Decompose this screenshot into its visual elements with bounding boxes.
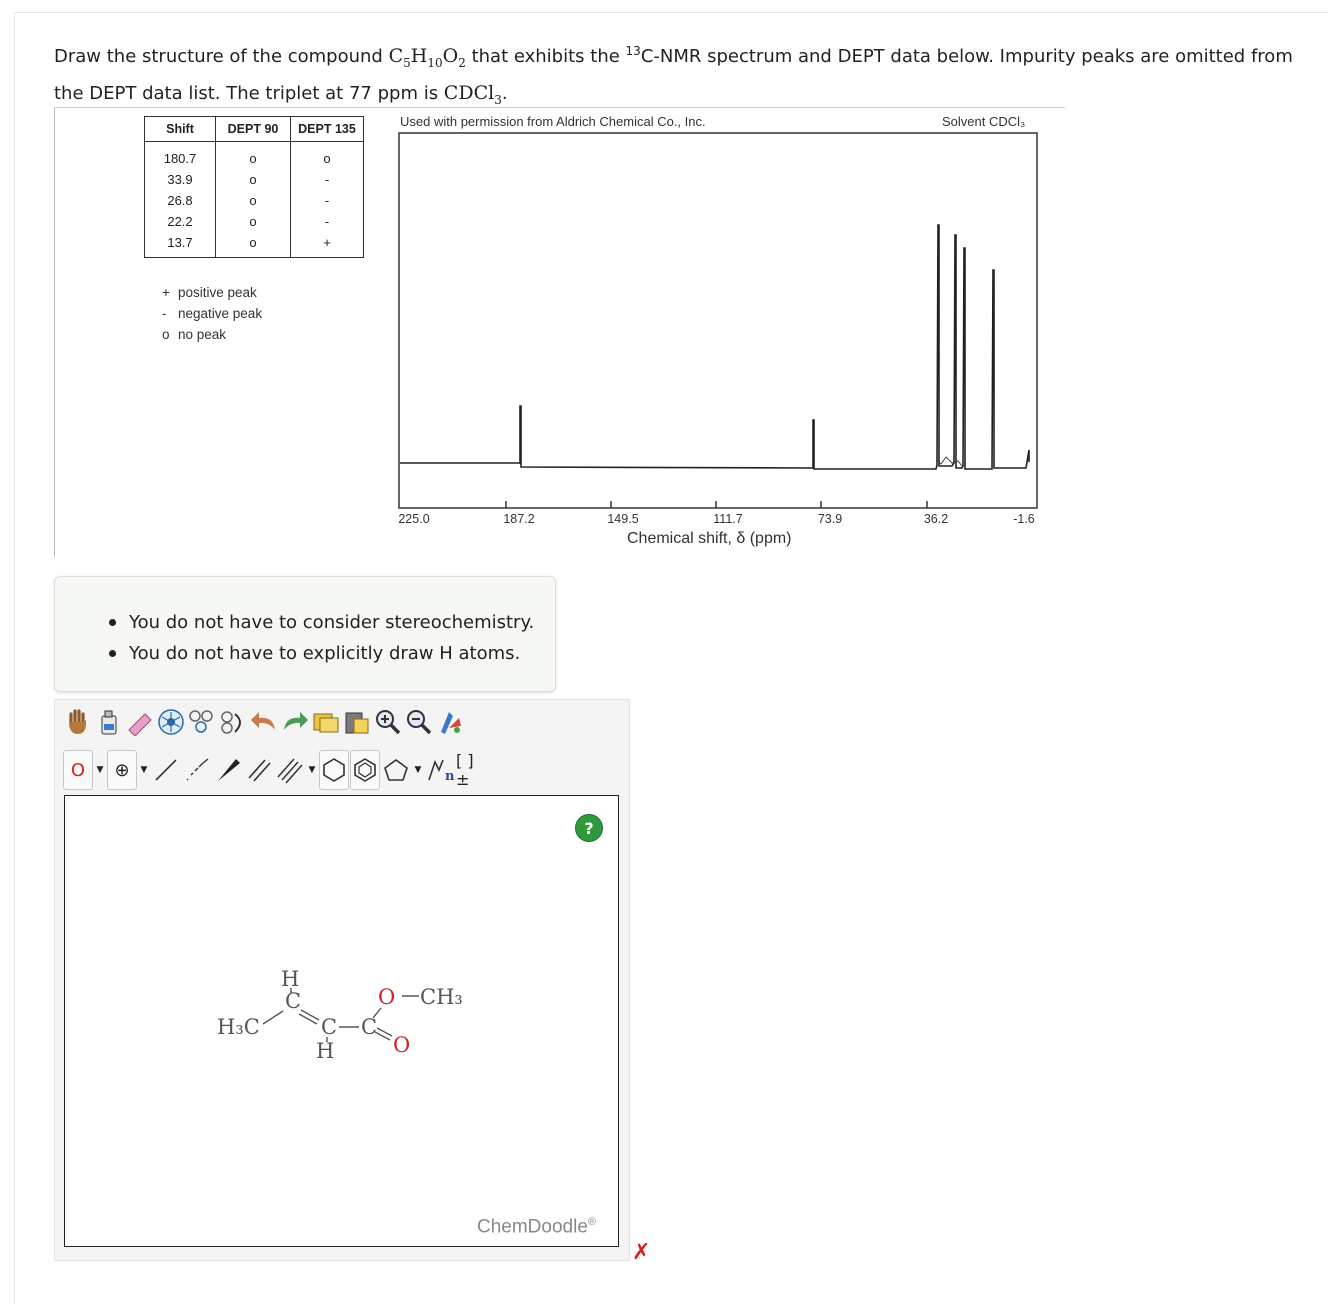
- paste-icon[interactable]: [342, 705, 372, 739]
- group-icon[interactable]: [187, 705, 217, 739]
- svg-text:n: n: [445, 769, 455, 784]
- nmr-spectrum: [396, 130, 1046, 530]
- dept-table: [144, 116, 364, 258]
- benzene-icon[interactable]: [350, 750, 380, 790]
- eraser-icon[interactable]: [125, 705, 155, 739]
- tick-label: 73.9: [817, 512, 843, 526]
- dept90-cell: o: [216, 190, 291, 211]
- ring-chain-icon[interactable]: [218, 705, 248, 739]
- table-row: [145, 211, 364, 232]
- chevron-down-icon[interactable]: ▼: [414, 765, 422, 775]
- dept135-cell: o: [291, 142, 364, 170]
- clean-icon[interactable]: [435, 705, 465, 739]
- spectrum-ticks: [506, 501, 927, 508]
- atom-c2: C: [321, 1015, 338, 1039]
- left-divider: [14, 12, 15, 1304]
- spectrum-permission: Used with permission from Aldrich Chemical Co., Inc.: [400, 114, 706, 129]
- zoom-out-icon[interactable]: [404, 705, 434, 739]
- template-icon[interactable]: [156, 705, 186, 739]
- atom-c3: C: [361, 1015, 378, 1039]
- dept135-cell: -: [291, 190, 364, 211]
- tick-label: 111.7: [713, 512, 743, 526]
- drawing-canvas[interactable]: [64, 795, 619, 1247]
- bracket-charge-button[interactable]: [ ]±: [456, 751, 474, 789]
- tick-label: 187.2: [503, 512, 535, 526]
- dept-legend: [162, 282, 262, 345]
- dept-header-135: DEPT 135: [291, 117, 364, 142]
- tick-label: 149.5: [607, 512, 639, 526]
- atom-o-top: O: [378, 985, 396, 1009]
- help-button[interactable]: ?: [575, 814, 603, 842]
- dept-header-shift: Shift: [145, 117, 216, 142]
- redo-icon[interactable]: [280, 705, 310, 739]
- dept90-cell: o: [216, 169, 291, 190]
- spectrum-xlabel: Chemical shift, δ (ppm): [627, 530, 792, 547]
- toolbar-row-2: [63, 750, 487, 790]
- charge-button[interactable]: ⊕: [107, 750, 137, 790]
- triple-bond-icon[interactable]: [275, 753, 305, 787]
- figure-left-divider: [54, 107, 55, 557]
- chemdoodle-brand: ChemDoodle®: [477, 1216, 597, 1238]
- dept135-cell: -: [291, 169, 364, 190]
- chevron-down-icon[interactable]: ▼: [308, 765, 316, 775]
- figure-top-divider: [54, 107, 1065, 108]
- atom-h-top: H: [281, 967, 300, 991]
- element-button[interactable]: O: [63, 750, 93, 790]
- spectrum-solvent: Solvent CDCl₃: [942, 114, 1026, 129]
- hand-icon[interactable]: [63, 705, 93, 739]
- spectrum-noise: [936, 457, 962, 466]
- table-row: [145, 232, 364, 258]
- legend-item: + positive peak: [162, 285, 257, 300]
- legend-item: - negative peak: [162, 306, 263, 321]
- dept135-cell: +: [291, 232, 364, 258]
- shift-cell: 33.9: [145, 169, 216, 190]
- tick-label: -1.6: [1013, 512, 1035, 526]
- tick-label: 225.0: [398, 512, 430, 526]
- instructions-box: [54, 576, 556, 692]
- instruction-item: You do not have to explicitly draw H atoms.: [129, 638, 534, 669]
- incorrect-mark-icon: ✗: [632, 1240, 651, 1265]
- question-text: Draw the structure of the compound $C_5H_{10}O_2$ that exhibits the $^{13}$C-NMR spectrum and DEPT data below. Impurity peaks are omitted from the DEPT data list. The triplet at 77 ppm is CDCl$_3$.: [54, 44, 1293, 107]
- dept90-cell: o: [216, 211, 291, 232]
- double-bond-icon[interactable]: [244, 753, 274, 787]
- ch3-group: CH₃: [420, 985, 463, 1009]
- cyclopentane-icon[interactable]: [381, 753, 411, 787]
- atom-h3c: H₃C: [217, 1015, 260, 1039]
- table-row: [145, 142, 364, 170]
- shift-cell: 26.8: [145, 190, 216, 211]
- wedge-bond-icon[interactable]: [213, 753, 243, 787]
- chevron-down-icon[interactable]: ▼: [96, 765, 104, 775]
- shift-cell: 22.2: [145, 211, 216, 232]
- hashed-bond-icon[interactable]: [182, 753, 212, 787]
- legend-item: o no peak: [162, 327, 227, 342]
- shift-cell: 13.7: [145, 232, 216, 258]
- shift-cell: 180.7: [145, 142, 216, 170]
- undo-icon[interactable]: [249, 705, 279, 739]
- dept90-cell: o: [216, 142, 291, 170]
- atom-o-bottom: O: [393, 1033, 411, 1057]
- drawn-molecule[interactable]: [205, 956, 505, 1076]
- clear-icon[interactable]: [94, 705, 124, 739]
- zoom-in-icon[interactable]: [373, 705, 403, 739]
- table-row: [145, 169, 364, 190]
- chevron-down-icon[interactable]: ▼: [140, 765, 148, 775]
- tick-label: 36.2: [923, 512, 949, 526]
- spectrum-frame: [399, 133, 1037, 508]
- atom-c1: C: [285, 989, 302, 1013]
- dept135-cell: -: [291, 211, 364, 232]
- copy-icon[interactable]: [311, 705, 341, 739]
- toolbar-row-1: [63, 705, 466, 739]
- dept90-cell: o: [216, 232, 291, 258]
- spectrum-trace: [400, 225, 1029, 469]
- dept-header-90: DEPT 90: [216, 117, 291, 142]
- instruction-item: You do not have to consider stereochemistry.: [129, 607, 534, 638]
- cyclohexane-icon[interactable]: [319, 750, 349, 790]
- top-divider: [14, 12, 1328, 13]
- atom-h-bottom: H: [316, 1039, 335, 1063]
- table-row: [145, 190, 364, 211]
- sgroup-icon[interactable]: [425, 753, 455, 787]
- single-bond-icon[interactable]: [151, 753, 181, 787]
